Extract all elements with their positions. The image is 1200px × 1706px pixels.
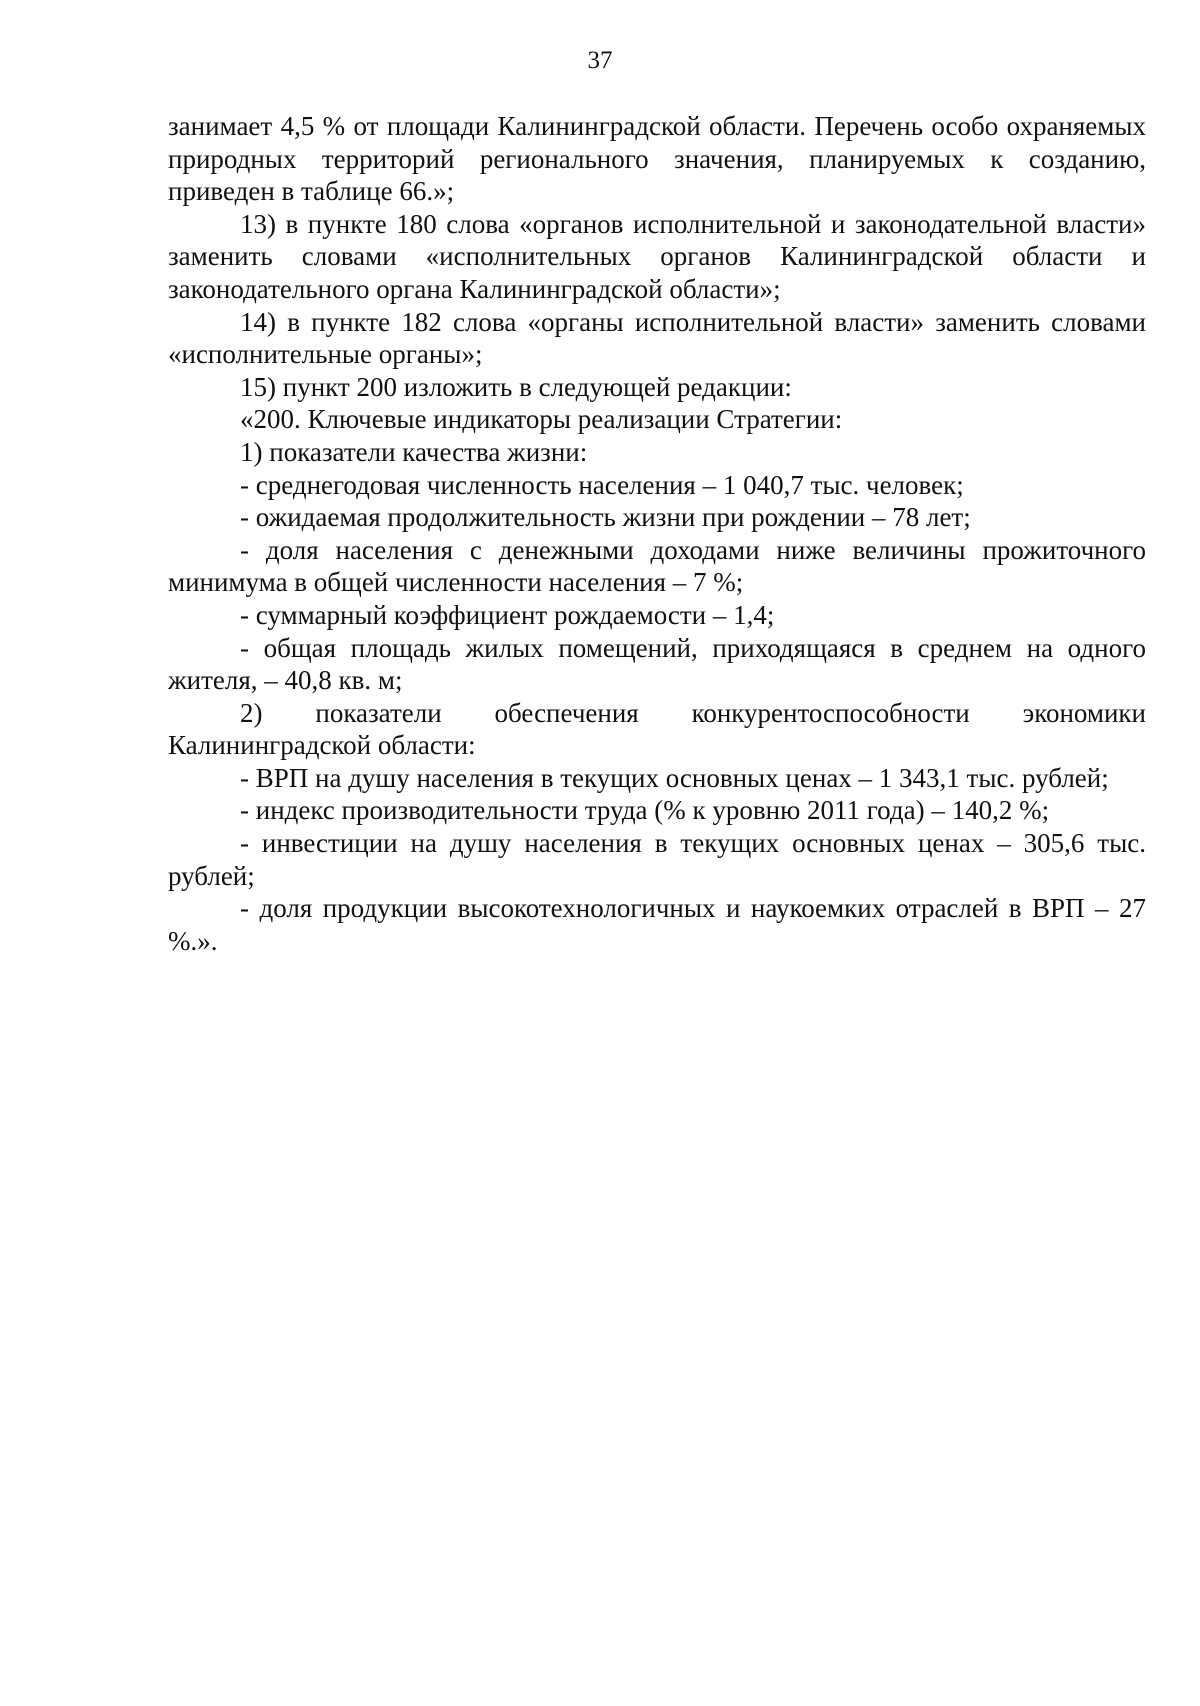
indicator-low-income-share: - доля населения с денежными доходами ниже величины прожиточного минимума в общей численности населения – 7 %; <box>168 534 1146 598</box>
paragraph-item-13: 13) в пункте 180 слова «органов исполнительной и законодательной власти» заменить словами «исполнительных органов Калининградской области и законодательного органа Калининградской области»; <box>168 208 1146 304</box>
indicator-fertility-rate: - суммарный коэффициент рождаемости – 1,4; <box>240 599 775 630</box>
indicator-living-space: - общая площадь жилых помещений, приходящаяся в среднем на одного жителя, – 40,8 кв. м; <box>168 632 1146 696</box>
indicator-population: - среднегодовая численность населения – 1 040,7 тыс. человек; <box>240 469 964 500</box>
paragraph-item-14: 14) в пункте 182 слова «органы исполнительной власти» заменить словами «исполнительные органы»; <box>168 306 1146 370</box>
indicator-life-expectancy: - ожидаемая продолжительность жизни при рождении – 78 лет; <box>240 502 971 533</box>
paragraph-continuation: занимает 4,5 % от площади Калининградской области. Перечень особо охраняемых природных территорий регионального значения, планируемых к созданию, приведен в таблице 66.»; <box>168 111 1146 207</box>
indicator-high-tech-share: - доля продукции высокотехнологичных и наукоемких отраслей в ВРП – 27 %.». <box>168 893 1146 956</box>
page-number: 37 <box>587 47 613 74</box>
paragraph-point-200: «200. Ключевые индикаторы реализации Стратегии: <box>240 404 843 435</box>
indicator-labor-productivity: - индекс производительности труда (% к уровню 2011 года) – 140,2 %; <box>240 795 1050 826</box>
indicator-investment-per-capita: - инвестиции на душу населения в текущих основных ценах – 305,6 тыс. рублей; <box>168 828 1146 891</box>
indicator-grp-per-capita: - ВРП на душу населения в текущих основных ценах – 1 343,1 тыс. рублей; <box>240 762 1109 793</box>
document-body <box>168 110 1146 957</box>
paragraph-item-15: 15) пункт 200 изложить в следующей редакции: <box>240 371 792 402</box>
paragraph-quality-of-life-heading: 1) показатели качества жизни: <box>240 436 588 467</box>
paragraph-competitiveness-heading: 2) показатели обеспечения конкурентоспособности экономики Калининградской области: <box>168 697 1146 761</box>
